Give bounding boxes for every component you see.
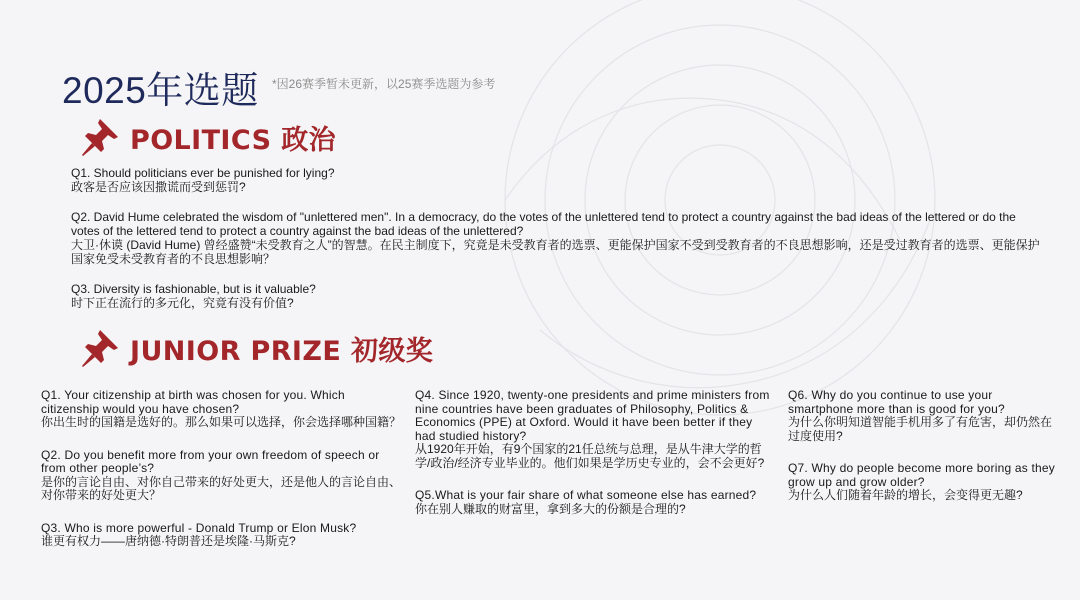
politics-heading-text: POLITICS 政治	[130, 124, 337, 156]
junior-section-heading	[78, 326, 433, 370]
question-zh: 为什么人们随着年龄的增长，会变得更无趣?	[788, 488, 1023, 502]
junior-heading-text: JUNIOR PRIZE 初级奖	[130, 335, 434, 367]
junior-question	[41, 389, 401, 430]
junior-question	[415, 489, 770, 516]
question-en: Q3. Who is more powerful - Donald Trump or Elon Musk?	[41, 520, 357, 535]
question-zh: 大卫·休谟 (David Hume) 曾经盛赞“未受教育之人”的智慧。在民主制度下，究竟是未受教育者的选票、更能保护国家不受到受教育者的不良思想影响，还是受过教育者的选票、更能保护国家免受未受教育者的不良思想影响？	[71, 238, 1040, 266]
question-en: Q2. David Hume celebrated the wisdom of "unlettered men". In a democracy, do the votes of the unlettered tend to protect a country against the bad ideas of the lettered or do the votes of the lettered tend to protect a country against the bad ideas of the unlettered?	[71, 210, 1016, 238]
question-en: Q1. Your citizenship at birth was chosen for you. Which citizenship would you have chosen?	[41, 388, 345, 416]
page-title: 2025年选题	[62, 70, 259, 111]
politics-questions	[71, 166, 1046, 326]
question-en: Q6. Why do you continue to use your smartphone more than is good for you?	[788, 388, 1005, 416]
pushpin-icon	[78, 326, 122, 370]
question-zh: 是你的言论自由、对你自己带来的好处更大，还是他人的言论自由、对你带来的好处更大？	[41, 474, 402, 502]
junior-column-3	[788, 389, 1056, 522]
question-en: Q2. Do you benefit more from your own freedom of speech or from other people’s?	[41, 447, 380, 475]
question-en: Q7. Why do people become more boring as they grow up and grow older?	[788, 461, 1055, 489]
question-zh: 你在别人赚取的财富里，拿到多大的份额是合理的?	[415, 501, 686, 516]
question-zh: 你出生时的国籍是选好的。那么如果可以选择，你会选择哪种国籍？	[41, 415, 402, 429]
title-note: *因26赛季暂未更新，以25赛季选题为参考	[272, 77, 496, 91]
question-zh: 谁更有权力——唐纳德·特朗普还是埃隆·马斯克?	[41, 534, 296, 548]
politics-question	[71, 282, 1046, 310]
politics-question	[71, 210, 1046, 266]
question-zh: 政客是否应该因撒谎而受到惩罚?	[71, 180, 246, 194]
junior-question	[41, 522, 401, 549]
politics-question	[71, 166, 1046, 194]
junior-question	[41, 449, 401, 503]
question-en: Q1. Should politicians ever be punished for lying?	[71, 166, 335, 180]
politics-section-heading	[78, 115, 336, 159]
junior-column-2	[415, 389, 770, 535]
question-en: Q3. Diversity is fashionable, but is it valuable?	[71, 282, 316, 296]
junior-column-1	[41, 389, 401, 568]
question-zh: 从1920年开始，有9个国家的21任总统与总理，是从牛津大学的哲学/政治/经济专业毕业的。他们如果是学历史专业的，会不会更好?	[415, 442, 765, 470]
question-zh: 为什么你明知道智能手机用多了有危害，却仍然在过度使用?	[788, 415, 1053, 443]
question-en: Q5.What is your fair share of what someone else has earned?	[415, 488, 757, 502]
junior-question	[788, 389, 1056, 443]
junior-question	[788, 462, 1056, 503]
junior-question	[415, 389, 770, 470]
question-zh: 时下正在流行的多元化，究竟有没有价值?	[71, 296, 294, 310]
question-en: Q4. Since 1920, twenty-one presidents and prime ministers from nine countries have been graduates of Philosophy, Politics & Economics (PPE) at Oxford. Would it have been better if they had studied history?	[415, 388, 770, 443]
pushpin-icon	[78, 115, 122, 159]
